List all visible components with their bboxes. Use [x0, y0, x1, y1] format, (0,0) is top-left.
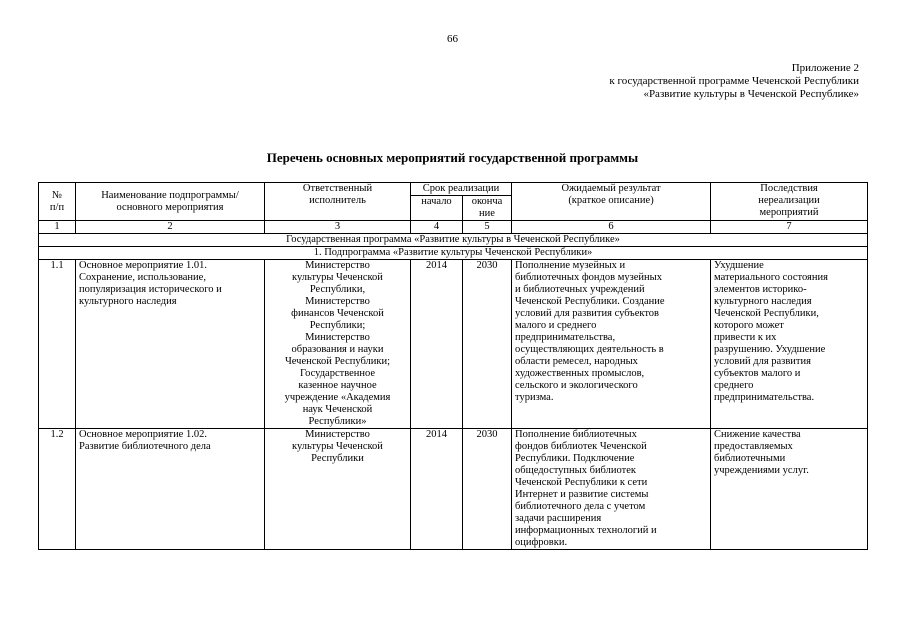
- column-number: 5: [463, 221, 512, 234]
- row-num: 1.1: [39, 260, 76, 429]
- program-title: Государственная программа «Развитие культуры в Чеченской Республике»: [39, 234, 868, 247]
- page-number: 66: [447, 33, 458, 45]
- column-number: 2: [76, 221, 265, 234]
- header-end: оконча ние: [463, 196, 512, 221]
- appendix-line-2: к государственной программе Чеченской Республики: [609, 75, 859, 87]
- appendix-line-1: Приложение 2: [791, 62, 859, 74]
- row-name: Основное мероприятие 1.01. Сохранение, использование, популяризация исторического и культурного наследия: [76, 260, 265, 429]
- header-start: начало: [411, 196, 463, 221]
- column-number: 1: [39, 221, 76, 234]
- subprogram-row: [39, 247, 868, 260]
- column-number: 6: [512, 221, 711, 234]
- row-end: 2030: [463, 429, 512, 550]
- row-start: 2014: [411, 429, 463, 550]
- row-start: 2014: [411, 260, 463, 429]
- row-num: 1.2: [39, 429, 76, 550]
- header-name: Наименование подпрограммы/ основного мероприятия: [76, 183, 265, 221]
- row-consequences: Снижение качества предоставляемых библиотечными учреждениями услуг.: [711, 429, 868, 550]
- page-title: Перечень основных мероприятий государственной программы: [266, 150, 639, 165]
- row-executor: Министерство культуры Чеченской Республики: [265, 429, 411, 550]
- row-result: Пополнение музейных и библиотечных фондов музейных и библиотечных учреждений Чеченской Республики. Создание условий для развития субъектов малого и среднего предпринимательства, осуществляющих деятельность в области ремесел, народных художественных промыслов, сельского и экологического туризма.: [512, 260, 711, 429]
- appendix-header: [609, 62, 859, 101]
- row-executor: Министерство культуры Чеченской Республики, Министерство финансов Чеченской Республики; Министерство образования и науки Чеченской Республики; Государственное казенное научное учреждение «Академия наук Чеченской Республики»: [265, 260, 411, 429]
- table-row: [39, 429, 868, 550]
- appendix-line-3: «Развитие культуры в Чеченской Республике»: [643, 88, 859, 100]
- header-row-1: [39, 183, 868, 196]
- row-consequences: Ухудшение материального состояния элементов историко- культурного наследия Чеченской Республики, которого может привести к их разрушению. Ухудшение условий для развития субъектов малого и среднего предпринимательства.: [711, 260, 868, 429]
- measures-table: [38, 182, 868, 550]
- header-num: № п/п: [39, 183, 76, 221]
- row-result: Пополнение библиотечных фондов библиотек Чеченской Республики. Подключение общедоступных библиотек Чеченской Республики к сети Интернет и развитие системы библиотечного дела с учетом задачи расширения информационных технологий и оцифровки.: [512, 429, 711, 550]
- row-name: Основное мероприятие 1.02. Развитие библиотечного дела: [76, 429, 265, 550]
- header-period: Срок реализации: [411, 183, 512, 196]
- header-executor: Ответственный исполнитель: [265, 183, 411, 221]
- row-end: 2030: [463, 260, 512, 429]
- column-number-row: [39, 221, 868, 234]
- column-number: 4: [411, 221, 463, 234]
- program-row: [39, 234, 868, 247]
- column-number: 3: [265, 221, 411, 234]
- table-row: [39, 260, 868, 429]
- header-result: Ожидаемый результат (краткое описание): [512, 183, 711, 221]
- subprogram-title: 1. Подпрограмма «Развитие культуры Чеченской Республики»: [39, 247, 868, 260]
- column-number: 7: [711, 221, 868, 234]
- header-consequences: Последствия нереализации мероприятий: [711, 183, 868, 221]
